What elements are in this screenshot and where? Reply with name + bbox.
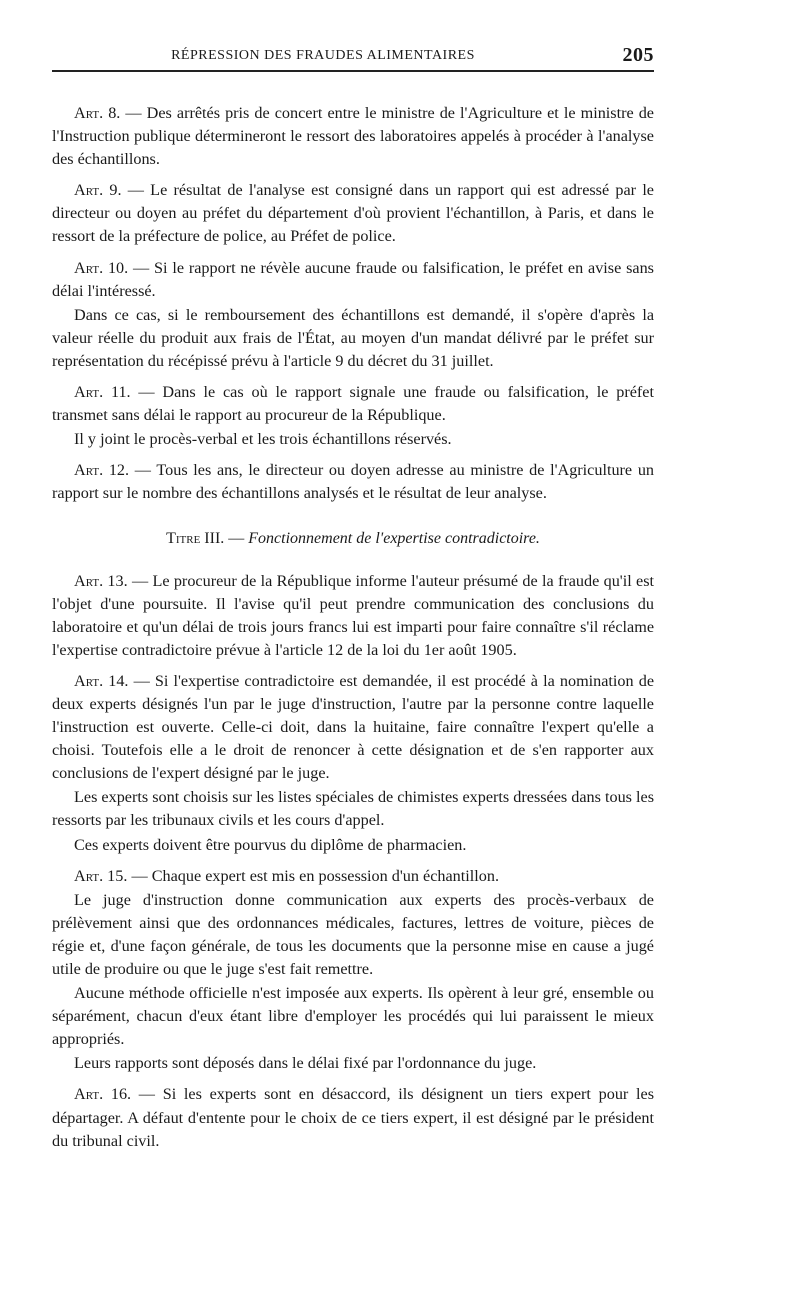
section-title-dash: — <box>224 529 249 547</box>
article-label: Art. 15. <box>74 866 128 885</box>
article-text: — Tous les ans, le directeur ou doyen adresse au ministre de l'Agriculture un rapport sur le nombre des échantillons analysés et le résultat de leur analyse. <box>52 461 655 503</box>
article-label: Art. 10. <box>74 258 129 277</box>
article-text: — Chaque expert est mis en possession d'un échantillon. <box>127 866 499 885</box>
article-label: Art. 14. <box>74 671 129 690</box>
article-label: Art. 12. <box>74 461 130 480</box>
article-8 <box>52 102 654 171</box>
article-10-paragraph-2: Dans ce cas, si le remboursement des échantillons est demandé, il s'opère d'après la valeur réelle du produit aux frais de l'État, au moyen d'un mandat délivré par le préfet sur représentation du récépissé prévu à l'article 9 du décret du 31 juillet. <box>52 305 654 370</box>
book-page <box>52 44 654 1153</box>
page-number: 205 <box>622 44 654 66</box>
article-11-paragraph-2: Il y joint le procès-verbal et les trois échantillons réservés. <box>74 430 452 449</box>
article-label: Art. 8. <box>74 104 121 122</box>
article-10 <box>52 257 654 303</box>
article-text: — Si l'expertise contradictoire est demandée, il est procédé à la nomination de deux experts désignés l'un par le juge d'instruction, l'autre par la personne contre laquelle l'instruction est ouverte. Celle-ci doit, dans la huitaine, faire connaître l'expert qu'elle a choisi. Toutefois elle a le droit de renoncer à cette désignation et de s'en rapporter aux conclusions de l'expert désigné par le juge. <box>52 671 655 783</box>
article-text: — Si les experts sont en désaccord, ils désignent un tiers expert pour les départager. A défaut d'entente pour le choix de ce tiers expert, il est désigné par le président du tribunal civil. <box>52 1085 654 1150</box>
article-text: — Le résultat de l'analyse est consigné dans un rapport qui est adressé par le directeur ou doyen au préfet du département d'où provient l'échantillon, à Paris, et dans le ressort de la préfecture de police, au Préfet de police. <box>52 181 654 246</box>
article-text: — Dans le cas où le rapport signale une fraude ou falsification, le préfet transmet sans délai le rapport au procureur de la République. <box>52 383 654 425</box>
article-15-paragraph-2: Le juge d'instruction donne communication aux experts des procès-verbaux de prélèvement ainsi que des ordonnances médicales, factures, lettres de voiture, pièces de régie et, d'une façon générale, de tous les documents que la personne mise en cause a jugé utile de produire ou que le juge s'est fait remettre. <box>52 890 654 978</box>
article-text: — Le procureur de la République informe l'auteur présumé de la fraude qu'il est l'objet d'une poursuite. Il l'avise qu'il peut prendre communication des conclusions du laboratoire et qu'un délai de trois jours francs lui est imparti pour faire connaître s'il réclame l'expertise contradictoire prévue à l'article 12 de la loi du 1er août 1905. <box>52 571 654 659</box>
article-label: Art. 13. <box>74 571 128 590</box>
section-title <box>52 530 654 548</box>
article-15-paragraph-4: Leurs rapports sont déposés dans le délai fixé par l'ordonnance du juge. <box>74 1054 537 1073</box>
article-13 <box>52 570 654 662</box>
article-label: Art. 11. <box>74 383 131 402</box>
page-body <box>52 102 654 1153</box>
article-14-paragraph-3: Ces experts doivent être pourvus du diplôme de pharmacien. <box>74 835 467 854</box>
article-16 <box>52 1083 654 1152</box>
article-14-paragraph-2: Les experts sont choisis sur les listes spéciales de chimistes experts dressées dans tous les ressorts par les tribunaux civils et les cours d'appel. <box>52 788 654 830</box>
article-text: — Si le rapport ne révèle aucune fraude ou falsification, le préfet en avise sans délai l'intéressé. <box>52 258 654 300</box>
page-header <box>52 44 654 72</box>
article-11 <box>52 381 654 427</box>
article-15-paragraph-3: Aucune méthode officielle n'est imposée aux experts. Ils opèrent à leur gré, ensemble ou séparément, chacun d'eux étant libre d'employer les procédés qui lui paraissent le mieux appropriés. <box>52 984 654 1049</box>
running-title: RÉPRESSION DES FRAUDES ALIMENTAIRES <box>171 48 475 63</box>
article-text: — Des arrêtés pris de concert entre le ministre de l'Agriculture et le ministre de l'Instruction publique détermineront le ressort des laboratoires appelés à procéder à l'analyse des échantillons. <box>52 104 654 169</box>
article-12 <box>52 459 654 505</box>
article-9 <box>52 179 654 248</box>
article-14 <box>52 670 654 785</box>
article-15 <box>52 865 654 888</box>
section-title-name: Fonctionnement de l'expertise contradictoire. <box>248 529 540 547</box>
article-label: Art. 16. <box>74 1085 132 1104</box>
article-label: Art. 9. <box>74 181 122 200</box>
section-title-label: Titre III. <box>166 529 225 547</box>
